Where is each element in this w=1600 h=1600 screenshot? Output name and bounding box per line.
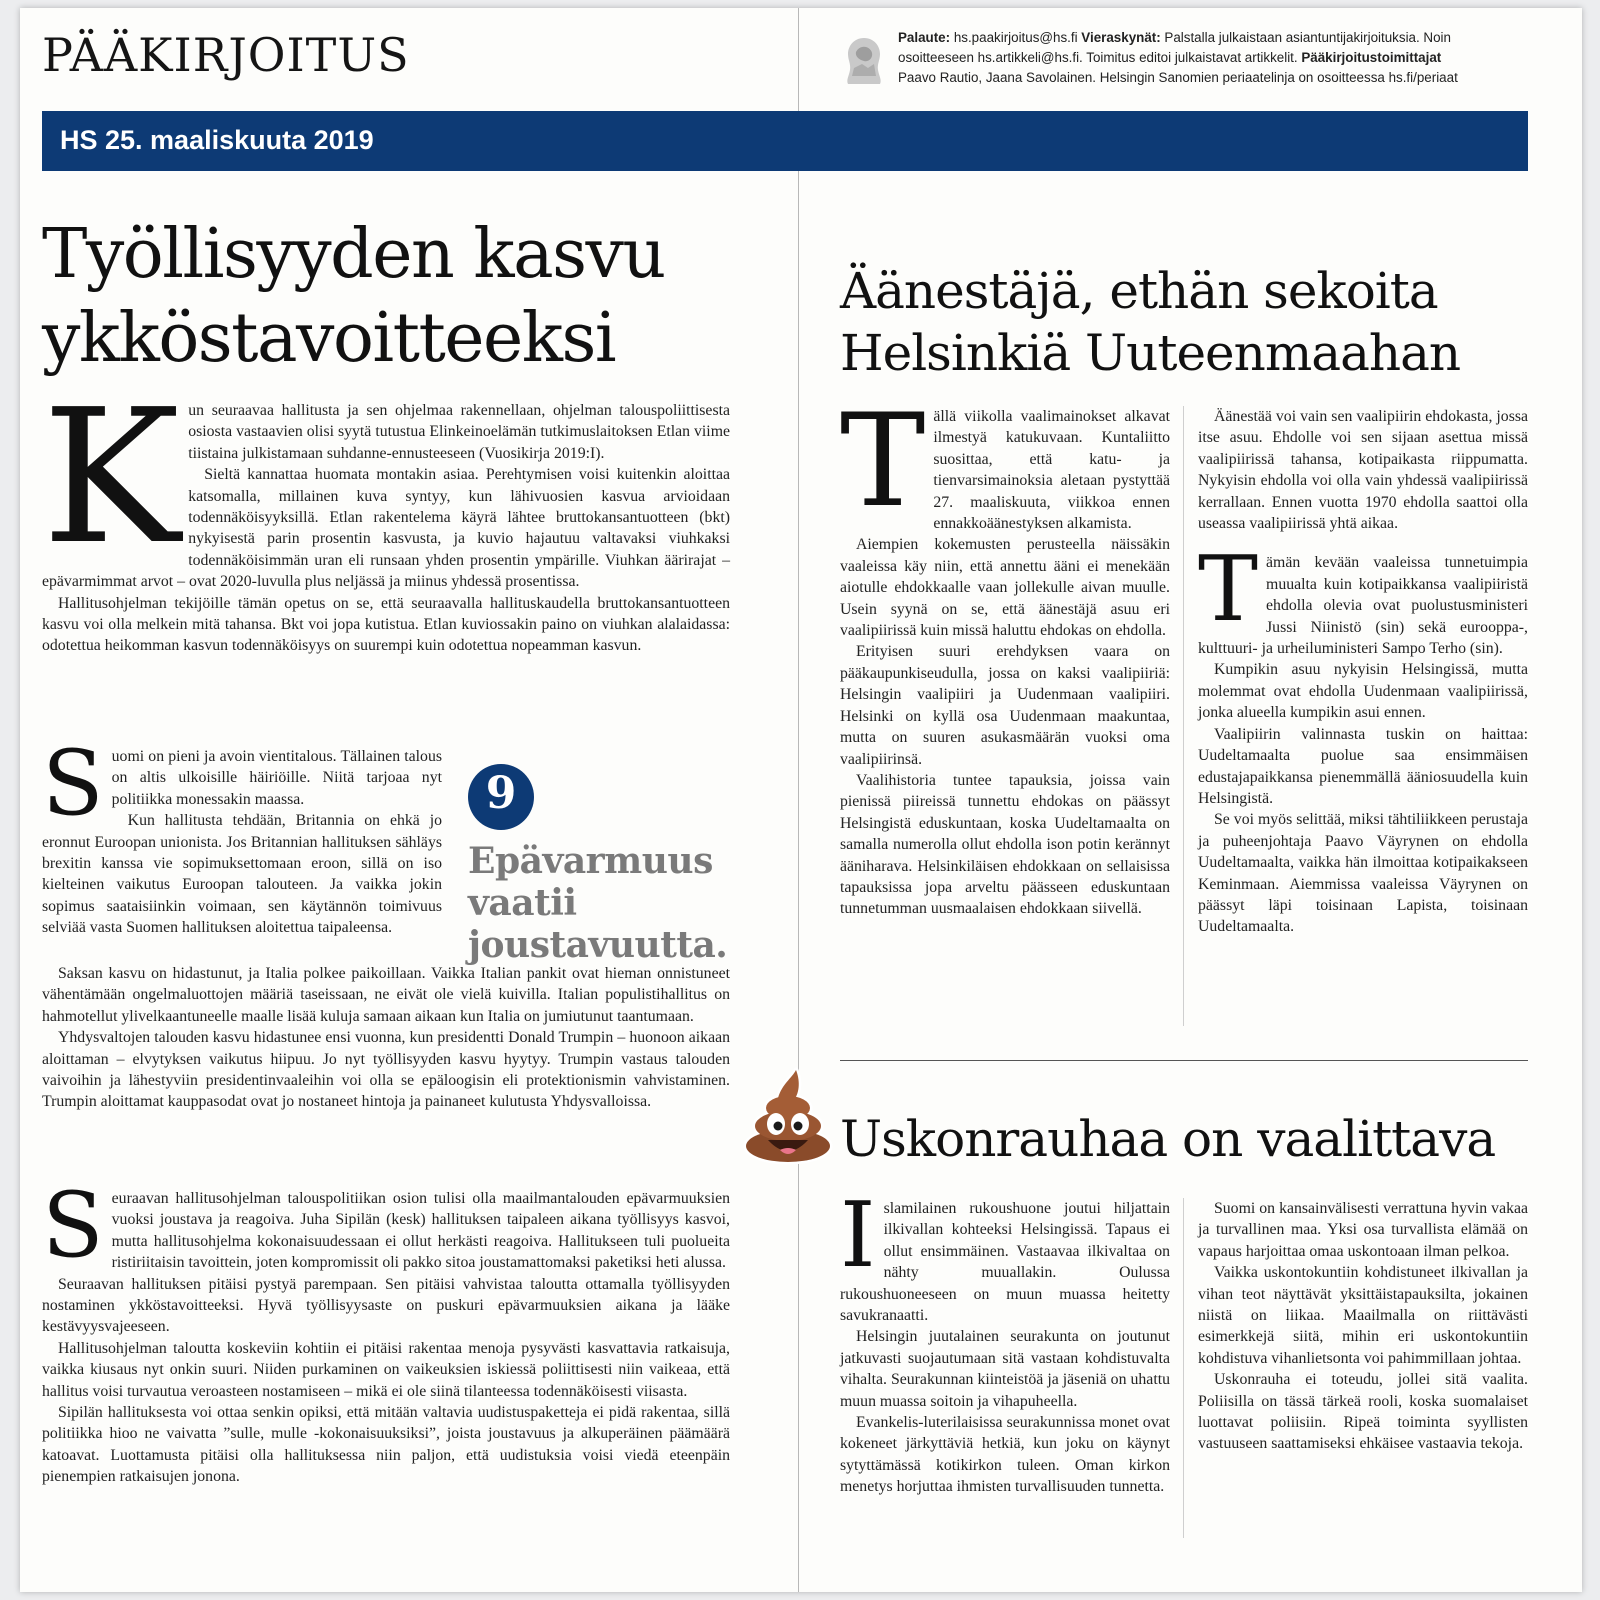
section-title: PÄÄKIRJOITUS (42, 28, 410, 82)
dropcap: T (840, 387, 926, 536)
paragraph: ämän kevään vaaleissa tunnetuimpia muualta kuin kotipaikkansa vaalipiiristä ehdolla olevia ovat puolustusministeri Jussi Niinistö (sin) sekä eurooppa-, kulttuuri- ja urheiluministeri Sampo Terho (sin). (1198, 554, 1528, 658)
quote-text: Epävarmuus vaatii joustavuutta. (468, 840, 728, 966)
paragraph: Saksan kasvu on hidastunut, ja Italia polkee paikoillaan. Vaikka Italian pankit ovat hieman onnistuneet vähentämään ongelmaluottojen määriä taseissaan, ne eivät ole vielä kuivilla. Italian populistihallitus on hahmotellut ylivelkaantuneelle maalle lisää kuluja samaan aikaan kun Italia on jumiutunut taantumaan. (42, 965, 730, 1025)
dropcap: T (1198, 537, 1259, 643)
paragraph: slamilainen rukoushuone joutui hiljattain ilkivallan kohteeksi Helsingissä. Tapaus ei ollut ensimmäinen. Vastaavaa ilkivaltaa on nähty muuallakin. Oulussa rukoushuoneeseen on muun muassa heitetty savukranaatti. (840, 1200, 1170, 1325)
paragraph: uomi on pieni ja avoin vientitalous. Tällainen talous on altis ulkoisille häiriöille. Niitä tarjoaa nyt politiikka monessakin maassa. (111, 748, 442, 808)
dropcap: S (42, 731, 104, 836)
paragraph: Helsingin juutalainen seurakunta on joutunut jatkuvasti suojautumaan sitä vastaan kohdistuvalta vihalta. Seurakunnan kiinteistöä ja jäseniä on uhattu muun muassa soitoin ja vihapuheella. (840, 1328, 1170, 1410)
paragraph: Evankelis-luterilaisissa seurakunnissa monet ovat kokeneet järkyttäviä hetkiä, kun joku on käynyt sytyttämässä kotikirkon tuleen. Oman kirkon menetys horjuttaa ihmisten turvallisuuden tunnetta. (840, 1414, 1170, 1496)
article3-headline: Uskonrauhaa on vaalittava (840, 1110, 1496, 1168)
issue-date: HS 25. maaliskuuta 2019 (60, 125, 374, 155)
article1-headline: Työllisyyden kasvu ykköstavoitteeksi (42, 215, 665, 378)
paragraph: Uskonrauha ei toteudu, jollei sitä vaalita. Poliisilla on tässä tärkeä rooli, koska suomalaiset luottavat poliisiin. Ripeä toiminta syyllisten vastuuseen saattamiseksi ehkäisee vastaavia tekoja. (1198, 1371, 1528, 1453)
paragraph: Suomi on kansainvälisesti verrattuna hyvin vakaa ja turvallinen maa. Yksi osa turvallista elämää on vapaus harjoittaa omaa uskontoaan ilman pelkoa. (1198, 1200, 1528, 1260)
article3-column1 (840, 1183, 1170, 1498)
quote-badge: 9 (468, 764, 534, 830)
paragraph: Se voi myös selittää, miksi tähtiliikkeen perustaja ja puheenjohtaja Paavo Väyrynen on ehdolla Uudeltamaalta, vaikka hän ilmoittaa kotipaikakseen Keminmaan. Aiemmissa vaaleissa Väyrynen on päässyt läpi toisinaan Lapista, toisinaan Uudeltamaalta. (1198, 811, 1528, 936)
feedback-text: Palaute: hs.paakirjoitus@hs.fi Vieraskynät: Palstalla julkaistaan asiantuntijakirjoituksia. Noin osoitteeseen hs.artikkeli@hs.fi. Toimitus editoi julkaistavat artikkelit. Pääkirjoitustoimittajat Paavo Rautio, Jaana Savolainen. Helsingin Sanomien periaatelinja on osoitteessa hs.fi/periaat (898, 30, 1458, 85)
paragraph: Hallitusohjelman taloutta koskeviin kohtiin ei pitäisi rakentaa menoja pysyvästi kasvattavia ratkaisuja, vaikka kiusaus nyt onkin suuri. Niiden purkaminen on vaikeuksien iskiessä poliittisesti niin vaikeaa, että hallitus voisi turvautua veroasteen nostamiseen – mikä ei ole siinä tilanteessa todennäköisesti viisasta. (42, 1339, 730, 1400)
paragraph: Sieltä kannattaa huomata montakin asiaa. Perehtymisen voisi kuitenkin aloittaa katsomalla, millainen kuva syntyy, kun lähivuosien kasvua arvioidaan todennäköisyyksillä. Etlan rakentelema käyrä lähtee bruttokansantuotteen (bkt) nykyisestä parin prosentin kasvusta, ja kuvio hajautuu valtavaksi viuhkaksi todennäköisimmän uran eli runsaan yhden prosentin ympärille. Viuhkan äärirajat – epävarmimmat arvot – ovat 2020-luvulla plus neljässä ja miinus yhdessä prosentissa. (42, 466, 730, 591)
article1-section1 (42, 369, 730, 657)
paragraph: Seuraavan hallituksen pitäisi pystyä parempaan. Sen pitäisi vahvistaa taloutta ottamalla työllisyyden nostaminen ykköstavoitteeksi. Hyvä työllisyysaste on puskuri epävarmuuksien aikana ja lääke kestävyysvajeeseen. (42, 1275, 730, 1336)
paragraph: Vaalihistoria tuntee tapauksia, joissa vain pienissä piireissä tunnettu ehdokas on päässyt Helsingistä eduskuntaan, koska Uudeltamaalta on samalla numerolla ollut ehdolla ison potin kerännyt ääniharava. Helsinkiläisen ehdokkaan on sellaisissa tapauksissa jopa arveltu päässeen eduskuntaan tunnetumman uusmaalaisen ehdokkaan siivellä. (840, 771, 1170, 918)
poop-emoji-icon (738, 1066, 838, 1166)
paragraph: Vaalipiirin valinnasta tuskin on haittaa: Uudeltamaalta puolue saa ensimmäisen edustajapaikkansa pienemmällä ääniosuudella kuin Helsingistä. (1198, 725, 1528, 807)
dropcap: K (42, 369, 181, 585)
article1-section2-intro (42, 731, 442, 939)
paragraph: Sipilän hallituksesta voi ottaa senkin opiksi, että mitään valtavia uudistuspaketteja ei pidä rakentaa, sillä politiikka hioo ne vaivatta ”sulle, mulle -kokonaisuuksiksi”, joista joustavuus ja alkuperäinen päämäärä katoavat. Luottamusta pitäisi olla hallituksessa niin paljon, että uudistuksia voisi viedä eteenpäin pienempien ratkaisujen jonona. (42, 1404, 730, 1486)
article2-headline: Äänestäjä, ethän sekoita Helsinkiä Uuteenmaahan (840, 262, 1461, 382)
column-divider (1183, 406, 1184, 1026)
article-divider (840, 1060, 1528, 1061)
paragraph: Vaikka uskontokuntiin kohdistuneet ilkivallan ja vihan teot näyttävät yksittäistapauksilta, jokainen niistä on liikaa. Maailmalla on riittävästi esimerkkejä siitä, mihin eri uskontokuntiin kohdistuva vihanlietsonta voi pahimmillaan johtaa. (1198, 1264, 1528, 1367)
paragraph: Kun hallitusta tehdään, Britannia on ehkä jo eronnut Euroopan unionista. Jos Britannian hallituksen sähläys brexitin kanssa vie sopimuksettomaan eroon, sillä on iso kielteinen vaikutus Euroopan talouteen. Ja vaikka jokin sopimus saataisiinkin voimaan, sen käytännön toimivuus selviää vasta Suomen hallituksen aloitettua taipaleensa. (42, 812, 442, 937)
paragraph: Hallitusohjelman tekijöille tämän opetus on se, että seuraavalla hallituskaudella bruttokansantuotteen kasvu voi olla melkein mitä tahansa. Bkt voi jopa kutistua. Etlan kuviossakin paino on viuhkan alalaidassa: odotettua heikomman kasvun todennäköisyys on suurempi kuin odotettua nopeamman kasvun. (42, 594, 730, 655)
article2-column2 (1198, 406, 1528, 938)
lion-crest-icon (840, 34, 888, 88)
column-divider (1183, 1198, 1184, 1538)
dropcap: I (840, 1183, 876, 1288)
paragraph: Äänestää voi vain sen vaalipiirin ehdokasta, jossa itse asuu. Ehdolle voi sen sijaan asettua missä vaalipiirissä tahansa, kotipaikasta riippumatta. Nykyisin ehdolla voi olla vain yhdessä vaalipiirissä kerrallaan. Ennen vuotta 1970 ehdolla saattoi olla useassa vaalipiirissä yhtä aikaa. (1198, 408, 1528, 533)
page-fold (798, 8, 799, 1592)
paragraph: Yhdysvaltojen talouden kasvu hidastunee ensi vuonna, kun presidentti Donald Trumpin – huonoon aikaan aloittaman – elvytyksen vaikutus hiipuu. Jo nyt työllisyyden kasvu hyytyy. Trumpin vastaus talouden vaivoihin ja lähestyviin presidentinvaaleihin voi olla se epäloogisin eli protektionismin vahvistaminen. Trumpin aloittamat kauppasodat ovat jo nostaneet hintoja ja painaneet kulutusta Yhdysvalloissa. (42, 1029, 730, 1111)
paragraph: Erityisen suuri erehdyksen vaara on pääkaupunkiseudulla, jossa on kaksi vaalipiiriä: Helsingin vaalipiiri ja Uudenmaan vaalipiiri. Helsinki on kyllä osa Uudenmaan maakuntaa, mutta on suuren asukasmäärän vuoksi oma vaalipiirinsä. (840, 643, 1170, 768)
paragraph: ällä viikolla vaalimainokset alkavat ilmestyä katukuvaan. Kuntaliitto suosittaa, että katu- ja tienvarsimainoksia aletaan pystyttää 27. maaliskuuta, viikkoa ennen ennakkoäänestyksen alkamista. (933, 408, 1170, 533)
pull-quote (468, 764, 748, 966)
article1-section2-rest (42, 963, 730, 1113)
newspaper-page (20, 8, 1582, 1592)
paragraph: Kumpikin asuu nykyisin Helsingissä, mutta molemmat ovat ehdolla Uudenmaan vaalipiirissä, jonka alueella kumpikin asui ennen. (1198, 661, 1528, 722)
paragraph: Aiempien kokemusten perusteella näissäkin vaaleissa käy niin, että annettu ääni ei menekään aiotulle ehdokkaalle vaan jollekulle aivan muulle. Usein syynä on se, että äänestäjä asuu eri vaalipiirissä kuin missä haluttu ehdokas on ehdolla. (840, 536, 1170, 640)
paragraph: euraavan hallitusohjelman talouspolitiikan osion tulisi olla maailmantalouden epävarmuuksien vuoksi joustava ja reagoiva. Juha Sipilän (kesk) hallituksen taipaleen aikana työllisyys kasvoi, mutta hallitusohjelma kokonaisuudessaan ei ollut herkästi reagoiva. Hallitukseen tuli puolueita ristiriitaisin tavoittein, joten kompromissit oli pakko sitoa joustamattomaksi paketiksi heti alussa. (111, 1190, 730, 1272)
feedback-info (840, 28, 1582, 108)
date-bar (42, 111, 1528, 171)
article2-column1 (840, 387, 1170, 920)
article3-column2 (1198, 1198, 1528, 1455)
article1-section3 (42, 1173, 730, 1488)
dropcap: S (42, 1173, 104, 1278)
paragraph: un seuraavaa hallitusta ja sen ohjelmaa rakennellaan, ohjelman talouspoliittisesta osiosta vastaavien olisi syytä tutustua Elinkeinoelämän tutkimuslaitoksen Etlan viime tiistaina julkistamaan suhdanne-ennusteeseen (Vuosikirja 2019:I). (188, 402, 730, 462)
